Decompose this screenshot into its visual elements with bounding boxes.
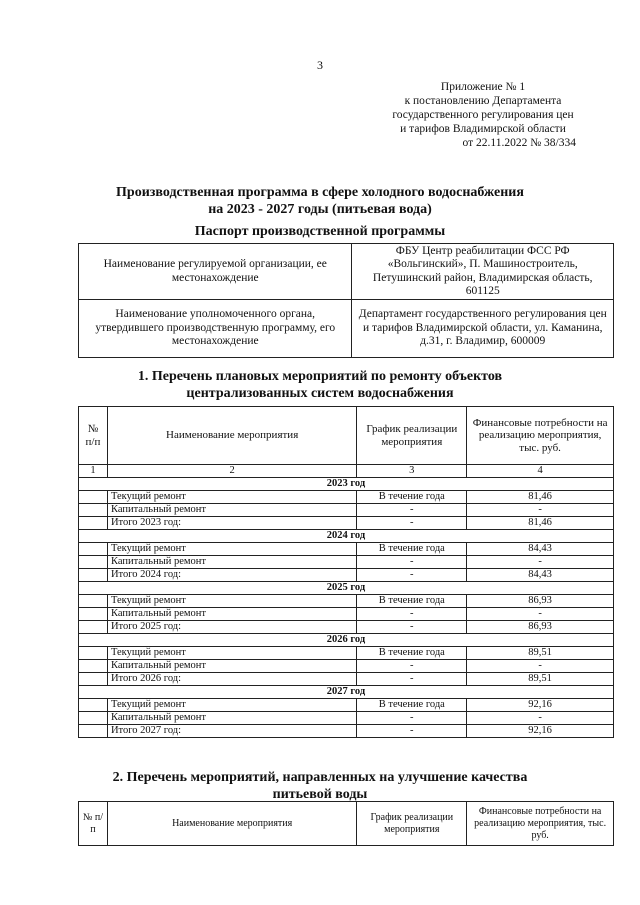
activity-name: Капитальный ремонт xyxy=(107,608,356,621)
activity-schedule: В течение года xyxy=(357,699,467,712)
activity-amount: - xyxy=(467,660,614,673)
activity-schedule: - xyxy=(357,673,467,686)
activity-amount: 81,46 xyxy=(467,517,614,530)
activity-name: Текущий ремонт xyxy=(107,595,356,608)
table-row xyxy=(79,556,614,569)
year-row xyxy=(79,582,614,595)
column-number: 2 xyxy=(107,465,356,478)
section2-title-line: питьевой воды xyxy=(272,787,368,802)
activity-amount: - xyxy=(467,556,614,569)
program-title-line: на 2023 - 2027 годы (питьевая вода) xyxy=(208,202,432,217)
activity-schedule: - xyxy=(357,725,467,738)
activity-amount: - xyxy=(467,712,614,725)
activity-schedule: - xyxy=(357,517,467,530)
activity-schedule: - xyxy=(357,556,467,569)
activity-amount: - xyxy=(467,504,614,517)
row-number xyxy=(79,712,108,725)
table-row xyxy=(79,660,614,673)
year-row xyxy=(79,530,614,543)
activity-name: Итого 2023 год: xyxy=(107,517,356,530)
activity-name: Капитальный ремонт xyxy=(107,556,356,569)
table-row xyxy=(79,621,614,634)
row-number xyxy=(79,569,108,582)
appendix-line: государственного регулирования цен xyxy=(392,109,574,121)
column-number: 1 xyxy=(79,465,108,478)
activity-amount: 92,16 xyxy=(467,699,614,712)
year-row xyxy=(79,634,614,647)
program-title-line: Производственная программа в сфере холодного водоснабжения xyxy=(116,185,524,200)
section1-title-line: централизованных систем водоснабжения xyxy=(186,386,454,401)
appendix-block xyxy=(388,80,578,150)
activity-name: Капитальный ремонт xyxy=(107,660,356,673)
row-number xyxy=(79,608,108,621)
row-number xyxy=(79,699,108,712)
table-row xyxy=(79,491,614,504)
activity-name: Итого 2025 год: xyxy=(107,621,356,634)
passport-title: Паспорт производственной программы xyxy=(194,224,446,239)
activity-name: Итого 2027 год: xyxy=(107,725,356,738)
table-row xyxy=(79,543,614,556)
activity-schedule: - xyxy=(357,608,467,621)
appendix-line: Приложение № 1 xyxy=(440,81,526,93)
section1-title-line: 1. Перечень плановых мероприятий по ремонту объектов xyxy=(137,369,503,384)
passport-label: Наименование регулируемой организации, ее местонахождение xyxy=(79,244,352,300)
passport-label: Наименование уполномоченного органа, утвердившего производственную программу, его местонахождение xyxy=(79,300,352,358)
row-number xyxy=(79,517,108,530)
activity-schedule: - xyxy=(357,621,467,634)
table-row xyxy=(79,608,614,621)
quality-table xyxy=(78,801,614,846)
appendix-line: к постановлению Департамента xyxy=(404,95,562,107)
year-label: 2026 год xyxy=(79,634,614,647)
activity-schedule: - xyxy=(357,504,467,517)
activity-name: Текущий ремонт xyxy=(107,699,356,712)
activity-amount: 92,16 xyxy=(467,725,614,738)
activity-name: Текущий ремонт xyxy=(107,543,356,556)
year-label: 2027 год xyxy=(79,686,614,699)
activity-schedule: В течение года xyxy=(357,491,467,504)
activity-name: Итого 2026 год: xyxy=(107,673,356,686)
row-number xyxy=(79,595,108,608)
header-cell: Наименование мероприятия xyxy=(107,407,356,465)
table-row xyxy=(79,699,614,712)
passport-value: ФБУ Центр реабилитации ФСС РФ «Вольгинский», П. Машиностроитель, Петушинский район, Владимирская область, 601125 xyxy=(352,244,614,300)
table-row xyxy=(79,725,614,738)
page-number: 3 xyxy=(317,58,323,72)
table-row xyxy=(79,647,614,660)
section2-title xyxy=(0,769,640,803)
activity-amount: 89,51 xyxy=(467,673,614,686)
activity-schedule: В течение года xyxy=(357,595,467,608)
activity-amount: 89,51 xyxy=(467,647,614,660)
year-row xyxy=(79,686,614,699)
year-label: 2024 год xyxy=(79,530,614,543)
table-row xyxy=(79,504,614,517)
activity-name: Текущий ремонт xyxy=(107,647,356,660)
header-cell: Финансовые потребности на реализацию мероприятия, тыс. руб. xyxy=(467,802,614,846)
repair-table xyxy=(78,406,614,738)
header-cell: График реализации мероприятия xyxy=(357,407,467,465)
activity-schedule: - xyxy=(357,569,467,582)
activity-amount: 81,46 xyxy=(467,491,614,504)
table-row xyxy=(79,712,614,725)
header-cell: График реализации мероприятия xyxy=(357,802,467,846)
row-number xyxy=(79,673,108,686)
row-number xyxy=(79,543,108,556)
header-cell: № п/п xyxy=(79,802,108,846)
activity-amount: 84,43 xyxy=(467,569,614,582)
header-cell: Финансовые потребности на реализацию мероприятия, тыс. руб. xyxy=(467,407,614,465)
table-row xyxy=(79,517,614,530)
row-number xyxy=(79,556,108,569)
appendix-line: и тарифов Владимирской области xyxy=(400,123,566,135)
section1-title xyxy=(0,368,640,402)
column-number: 4 xyxy=(467,465,614,478)
activity-schedule: В течение года xyxy=(357,647,467,660)
row-number xyxy=(79,621,108,634)
row-number xyxy=(79,491,108,504)
activity-name: Капитальный ремонт xyxy=(107,504,356,517)
header-cell: № п/п xyxy=(79,407,108,465)
program-title xyxy=(0,184,640,218)
activity-schedule: - xyxy=(357,712,467,725)
row-number xyxy=(79,647,108,660)
activity-name: Текущий ремонт xyxy=(107,491,356,504)
activity-schedule: В течение года xyxy=(357,543,467,556)
year-row xyxy=(79,478,614,491)
activity-amount: 86,93 xyxy=(467,621,614,634)
activity-amount: 86,93 xyxy=(467,595,614,608)
table-row xyxy=(79,673,614,686)
row-number xyxy=(79,504,108,517)
year-label: 2025 год xyxy=(79,582,614,595)
activity-schedule: - xyxy=(357,660,467,673)
year-label: 2023 год xyxy=(79,478,614,491)
activity-name: Итого 2024 год: xyxy=(107,569,356,582)
activity-name: Капитальный ремонт xyxy=(107,712,356,725)
table-row xyxy=(79,595,614,608)
appendix-date: от 22.11.2022 № 38/334 xyxy=(462,137,576,149)
row-number xyxy=(79,660,108,673)
header-cell: Наименование мероприятия xyxy=(107,802,356,846)
column-number: 3 xyxy=(357,465,467,478)
activity-amount: 84,43 xyxy=(467,543,614,556)
row-number xyxy=(79,725,108,738)
table-row xyxy=(79,569,614,582)
passport-table xyxy=(78,243,614,358)
passport-value: Департамент государственного регулирования цен и тарифов Владимирской области, ул. Каманина, д.31, г. Владимир, 600009 xyxy=(352,300,614,358)
activity-amount: - xyxy=(467,608,614,621)
section2-title-line: 2. Перечень мероприятий, направленных на улучшение качества xyxy=(112,770,528,785)
